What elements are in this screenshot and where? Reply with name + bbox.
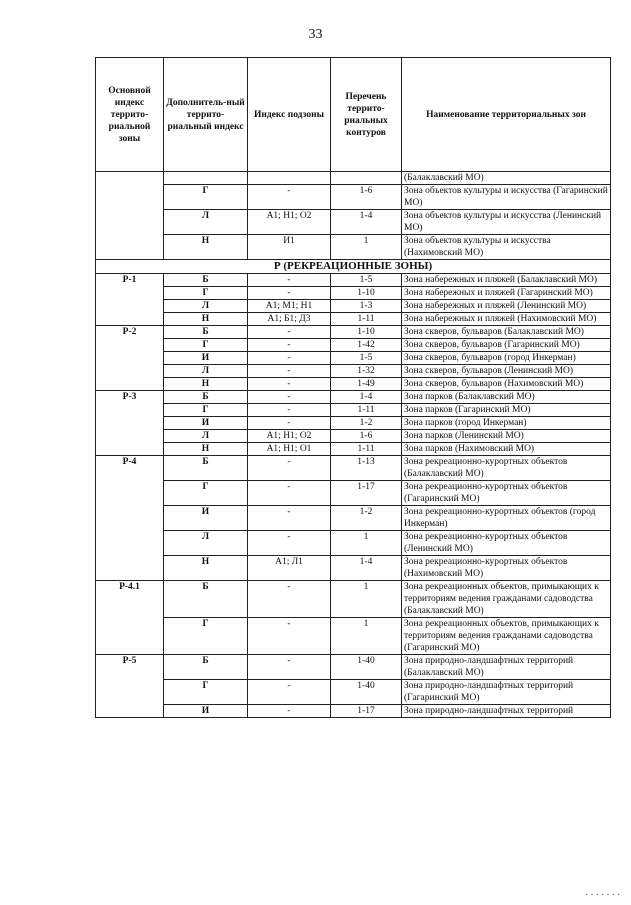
contour-range: 1-42 <box>331 339 402 352</box>
additional-index: Б <box>164 391 248 404</box>
contour-range: 1-3 <box>331 300 402 313</box>
table-row <box>96 430 611 443</box>
table-row <box>96 326 611 339</box>
zone-name: Зона природно-ландшафтных территорий (Гагаринский МО) <box>402 680 611 705</box>
zone-name: Зона парков (Нахимовский МО) <box>402 443 611 456</box>
additional-index: И <box>164 506 248 531</box>
subzone-index: - <box>248 287 331 300</box>
table-row <box>96 531 611 556</box>
contour-range: 1-49 <box>331 378 402 391</box>
contour-range: 1 <box>331 531 402 556</box>
subzone-index: - <box>248 365 331 378</box>
main-zone-index: Р-2 <box>96 326 164 391</box>
table-row <box>96 556 611 581</box>
section-title: Р (РЕКРЕАЦИОННЫЕ ЗОНЫ) <box>96 260 611 274</box>
additional-index: Л <box>164 365 248 378</box>
table-row <box>96 655 611 680</box>
zone-name: Зона набережных и пляжей (Ленинский МО) <box>402 300 611 313</box>
table-row <box>96 680 611 705</box>
zone-name: Зона парков (Балаклавский МО) <box>402 391 611 404</box>
table-row <box>96 417 611 430</box>
subzone-index: - <box>248 705 331 718</box>
subzone-index: - <box>248 680 331 705</box>
subzone-index: - <box>248 456 331 481</box>
table-row <box>96 443 611 456</box>
contour-range: 1-40 <box>331 655 402 680</box>
contour-range: 1-40 <box>331 680 402 705</box>
table-row <box>96 365 611 378</box>
zone-name: Зона рекреационных объектов, примыкающих к территориям ведения гражданами садоводства (Балаклавский МО) <box>402 581 611 618</box>
zone-name: Зона скверов, бульваров (город Инкерман) <box>402 352 611 365</box>
table-row <box>96 313 611 326</box>
header-main-index: Основной индекс террито-риальной зоны <box>96 58 164 172</box>
contour-range: 1-17 <box>331 705 402 718</box>
zone-name: Зона рекреационных объектов, примыкающих к территориям ведения гражданами садоводства (Гагаринский МО) <box>402 618 611 655</box>
table-body <box>96 172 611 718</box>
zone-name: Зона парков (город Инкерман) <box>402 417 611 430</box>
zone-name: Зона рекреационно-курортных объектов (Нахимовский МО) <box>402 556 611 581</box>
additional-index: И <box>164 705 248 718</box>
main-zone-index: Р-4.1 <box>96 581 164 655</box>
additional-index: Б <box>164 456 248 481</box>
contour-range: 1-17 <box>331 481 402 506</box>
additional-index: Г <box>164 287 248 300</box>
contour-range: 1-11 <box>331 443 402 456</box>
main-zone-index: Р-3 <box>96 391 164 456</box>
contour-range: 1-13 <box>331 456 402 481</box>
subzone-index: - <box>248 326 331 339</box>
subzone-index: - <box>248 581 331 618</box>
header-subzone-index: Индекс подзоны <box>248 58 331 172</box>
subzone-index: - <box>248 378 331 391</box>
main-zone-index: Р-5 <box>96 655 164 718</box>
zone-name: Зона набережных и пляжей (Гагаринский МО) <box>402 287 611 300</box>
additional-index: Г <box>164 404 248 417</box>
table-row <box>96 705 611 718</box>
continuation-main-cell <box>96 172 164 260</box>
zone-name: Зона природно-ландшафтных территорий <box>402 705 611 718</box>
subzone-index: - <box>248 417 331 430</box>
contour-range: 1-5 <box>331 352 402 365</box>
table-row <box>96 352 611 365</box>
header-zone-name: Наименование территориальных зон <box>402 58 611 172</box>
table-row <box>96 481 611 506</box>
continuation-row <box>96 172 611 185</box>
continuation-text: (Балаклавский МО) <box>402 172 611 185</box>
main-zone-index: Р-1 <box>96 274 164 326</box>
subzone-index: А1; М1; Н1 <box>248 300 331 313</box>
contour-range: 1-2 <box>331 506 402 531</box>
subzone-index: - <box>248 618 331 655</box>
subzone-index: А1; Б1; Д3 <box>248 313 331 326</box>
table-row <box>96 404 611 417</box>
footer-marks: ······· <box>585 890 623 901</box>
table-row: Л А1; Н1; О2 1-4 Зона объектов культуры и искусства (Ленинский МО) <box>96 210 611 235</box>
zone-name: Зона рекреационно-курортных объектов (город Инкерман) <box>402 506 611 531</box>
subzone-index: - <box>248 506 331 531</box>
additional-index: Н <box>164 443 248 456</box>
table-row <box>96 581 611 618</box>
contour-range: 1 <box>331 581 402 618</box>
table-row <box>96 618 611 655</box>
table-row <box>96 287 611 300</box>
zone-name: Зона рекреационно-курортных объектов (Ленинский МО) <box>402 531 611 556</box>
additional-index: Н <box>164 313 248 326</box>
zone-name: Зона природно-ландшафтных территорий (Балаклавский МО) <box>402 655 611 680</box>
additional-index: Г <box>164 618 248 655</box>
contour-range: 1-32 <box>331 365 402 378</box>
additional-index: Б <box>164 581 248 618</box>
subzone-index: - <box>248 655 331 680</box>
contour-range: 1-11 <box>331 404 402 417</box>
additional-index: Н <box>164 556 248 581</box>
additional-index: Б <box>164 326 248 339</box>
zone-name: Зона рекреационно-курортных объектов (Балаклавский МО) <box>402 456 611 481</box>
additional-index: Г <box>164 339 248 352</box>
header-additional-index: Дополнитель-ный террито-риальный индекс <box>164 58 248 172</box>
subzone-index: - <box>248 481 331 506</box>
table-row <box>96 378 611 391</box>
header-contours-list: Перечень террито-риальных контуров <box>331 58 402 172</box>
contour-range: 1-5 <box>331 274 402 287</box>
table-header-row <box>96 58 611 172</box>
subzone-index: - <box>248 274 331 287</box>
contour-range: 1-4 <box>331 391 402 404</box>
zone-name: Зона парков (Ленинский МО) <box>402 430 611 443</box>
contour-range: 1-2 <box>331 417 402 430</box>
additional-index: И <box>164 352 248 365</box>
additional-index: Л <box>164 300 248 313</box>
table-row: Н И1 1 Зона объектов культуры и искусства (Нахимовский МО) <box>96 235 611 260</box>
additional-index: Г <box>164 481 248 506</box>
page-number: 33 <box>308 27 323 42</box>
subzone-index: - <box>248 404 331 417</box>
additional-index: Н <box>164 378 248 391</box>
subzone-index: - <box>248 352 331 365</box>
table-row <box>96 456 611 481</box>
contour-range: 1 <box>331 618 402 655</box>
subzone-index: - <box>248 339 331 352</box>
zone-name: Зона скверов, бульваров (Нахимовский МО) <box>402 378 611 391</box>
additional-index: Г <box>164 680 248 705</box>
additional-index: Б <box>164 655 248 680</box>
contour-range: 1-10 <box>331 287 402 300</box>
subzone-index: - <box>248 391 331 404</box>
zone-name: Зона скверов, бульваров (Балаклавский МО) <box>402 326 611 339</box>
zone-name: Зона рекреационно-курортных объектов (Гагаринский МО) <box>402 481 611 506</box>
table-row <box>96 274 611 287</box>
zone-name: Зона скверов, бульваров (Гагаринский МО) <box>402 339 611 352</box>
main-zone-index: Р-4 <box>96 456 164 581</box>
table-row: Г - 1-6 Зона объектов культуры и искусства (Гагаринский МО) <box>96 185 611 210</box>
additional-index: И <box>164 417 248 430</box>
additional-index: Л <box>164 531 248 556</box>
table-row <box>96 506 611 531</box>
subzone-index: А1; Н1; О2 <box>248 430 331 443</box>
subzone-index: А1; Н1; О1 <box>248 443 331 456</box>
zone-name: Зона набережных и пляжей (Балаклавский МО) <box>402 274 611 287</box>
subzone-index: А1; Л1 <box>248 556 331 581</box>
contour-range: 1-10 <box>331 326 402 339</box>
additional-index: Б <box>164 274 248 287</box>
zone-name: Зона скверов, бульваров (Ленинский МО) <box>402 365 611 378</box>
table-row <box>96 300 611 313</box>
additional-index: Л <box>164 430 248 443</box>
territorial-zones-table <box>95 57 611 718</box>
zone-name: Зона парков (Гагаринский МО) <box>402 404 611 417</box>
table-row <box>96 391 611 404</box>
table-row <box>96 339 611 352</box>
zone-name: Зона набережных и пляжей (Нахимовский МО) <box>402 313 611 326</box>
contour-range: 1-6 <box>331 430 402 443</box>
subzone-index: - <box>248 531 331 556</box>
section-row <box>96 260 611 274</box>
contour-range: 1-4 <box>331 556 402 581</box>
contour-range: 1-11 <box>331 313 402 326</box>
